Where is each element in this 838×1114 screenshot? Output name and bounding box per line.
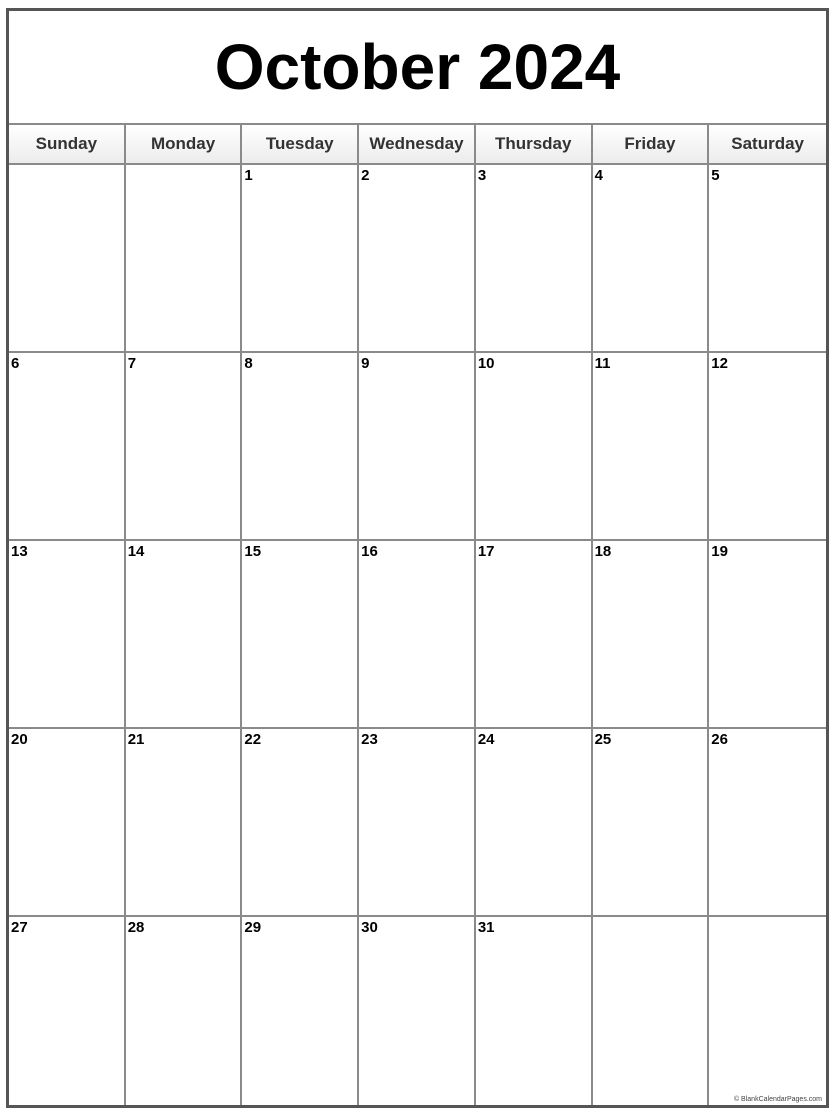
day-number: 6 (11, 355, 20, 372)
weekday-tuesday: Tuesday (242, 125, 359, 163)
day-cell (709, 165, 826, 353)
day-cell (126, 165, 243, 353)
day-number: 25 (594, 731, 612, 748)
day-number: 10 (477, 355, 495, 372)
day-cell (593, 729, 710, 917)
day-cell (593, 165, 710, 353)
day-number: 17 (477, 543, 495, 560)
weekday-header-row (9, 125, 826, 165)
day-cell (359, 165, 476, 353)
day-cell (242, 165, 359, 353)
day-number: 7 (127, 355, 137, 372)
day-cell (709, 541, 826, 729)
day-cell (476, 353, 593, 541)
day-cell (476, 165, 593, 353)
day-cell (242, 729, 359, 917)
day-number: 28 (127, 919, 145, 936)
day-cell (9, 353, 126, 541)
day-cell (242, 917, 359, 1105)
day-number: 26 (711, 731, 728, 748)
day-number: 22 (244, 731, 262, 748)
day-cell (359, 353, 476, 541)
day-number: 21 (127, 731, 145, 748)
day-number: 9 (361, 355, 370, 372)
day-cell (359, 729, 476, 917)
day-cell (126, 541, 243, 729)
day-number: 14 (127, 543, 145, 560)
calendar (6, 8, 829, 1108)
day-cell (709, 729, 826, 917)
day-cell (593, 353, 710, 541)
day-grid (9, 165, 826, 1105)
day-cell (476, 729, 593, 917)
day-cell (126, 729, 243, 917)
day-number: 13 (11, 543, 28, 560)
weekday-saturday: Saturday (709, 125, 826, 163)
day-cell (476, 917, 593, 1105)
day-number: 29 (244, 919, 262, 936)
calendar-title: October 2024 (214, 31, 621, 103)
day-number: 3 (477, 167, 487, 184)
day-number: 11 (594, 355, 611, 372)
day-cell (9, 165, 126, 353)
day-cell (126, 353, 243, 541)
day-cell (242, 353, 359, 541)
day-cell (476, 541, 593, 729)
day-cell (359, 541, 476, 729)
day-cell (9, 917, 126, 1105)
day-number: 19 (711, 543, 728, 560)
day-number: 18 (594, 543, 612, 560)
day-cell (359, 917, 476, 1105)
day-number: 5 (711, 167, 720, 184)
weekday-monday: Monday (126, 125, 243, 163)
title-bar (9, 11, 826, 125)
day-cell (709, 917, 826, 1105)
weekday-wednesday: Wednesday (359, 125, 476, 163)
day-cell (9, 541, 126, 729)
day-number: 31 (477, 919, 495, 936)
day-cell (242, 541, 359, 729)
day-number: 4 (594, 167, 603, 184)
day-cell (593, 541, 710, 729)
day-number: 12 (711, 355, 728, 372)
day-cell (9, 729, 126, 917)
weekday-sunday: Sunday (9, 125, 126, 163)
day-number: 24 (477, 731, 495, 748)
day-cell (709, 353, 826, 541)
copyright-credit: © BlankCalendarPages.com (733, 1096, 822, 1103)
day-number: 8 (244, 355, 253, 372)
day-number: 20 (11, 731, 28, 748)
weekday-friday: Friday (593, 125, 710, 163)
day-number: 1 (244, 167, 253, 184)
day-number: 23 (361, 731, 378, 748)
day-number: 27 (11, 919, 28, 936)
day-number: 16 (361, 543, 378, 560)
weekday-thursday: Thursday (476, 125, 593, 163)
day-cell (593, 917, 710, 1105)
day-number: 2 (361, 167, 370, 184)
day-cell (126, 917, 243, 1105)
day-number: 15 (244, 543, 262, 560)
day-number: 30 (361, 919, 378, 936)
